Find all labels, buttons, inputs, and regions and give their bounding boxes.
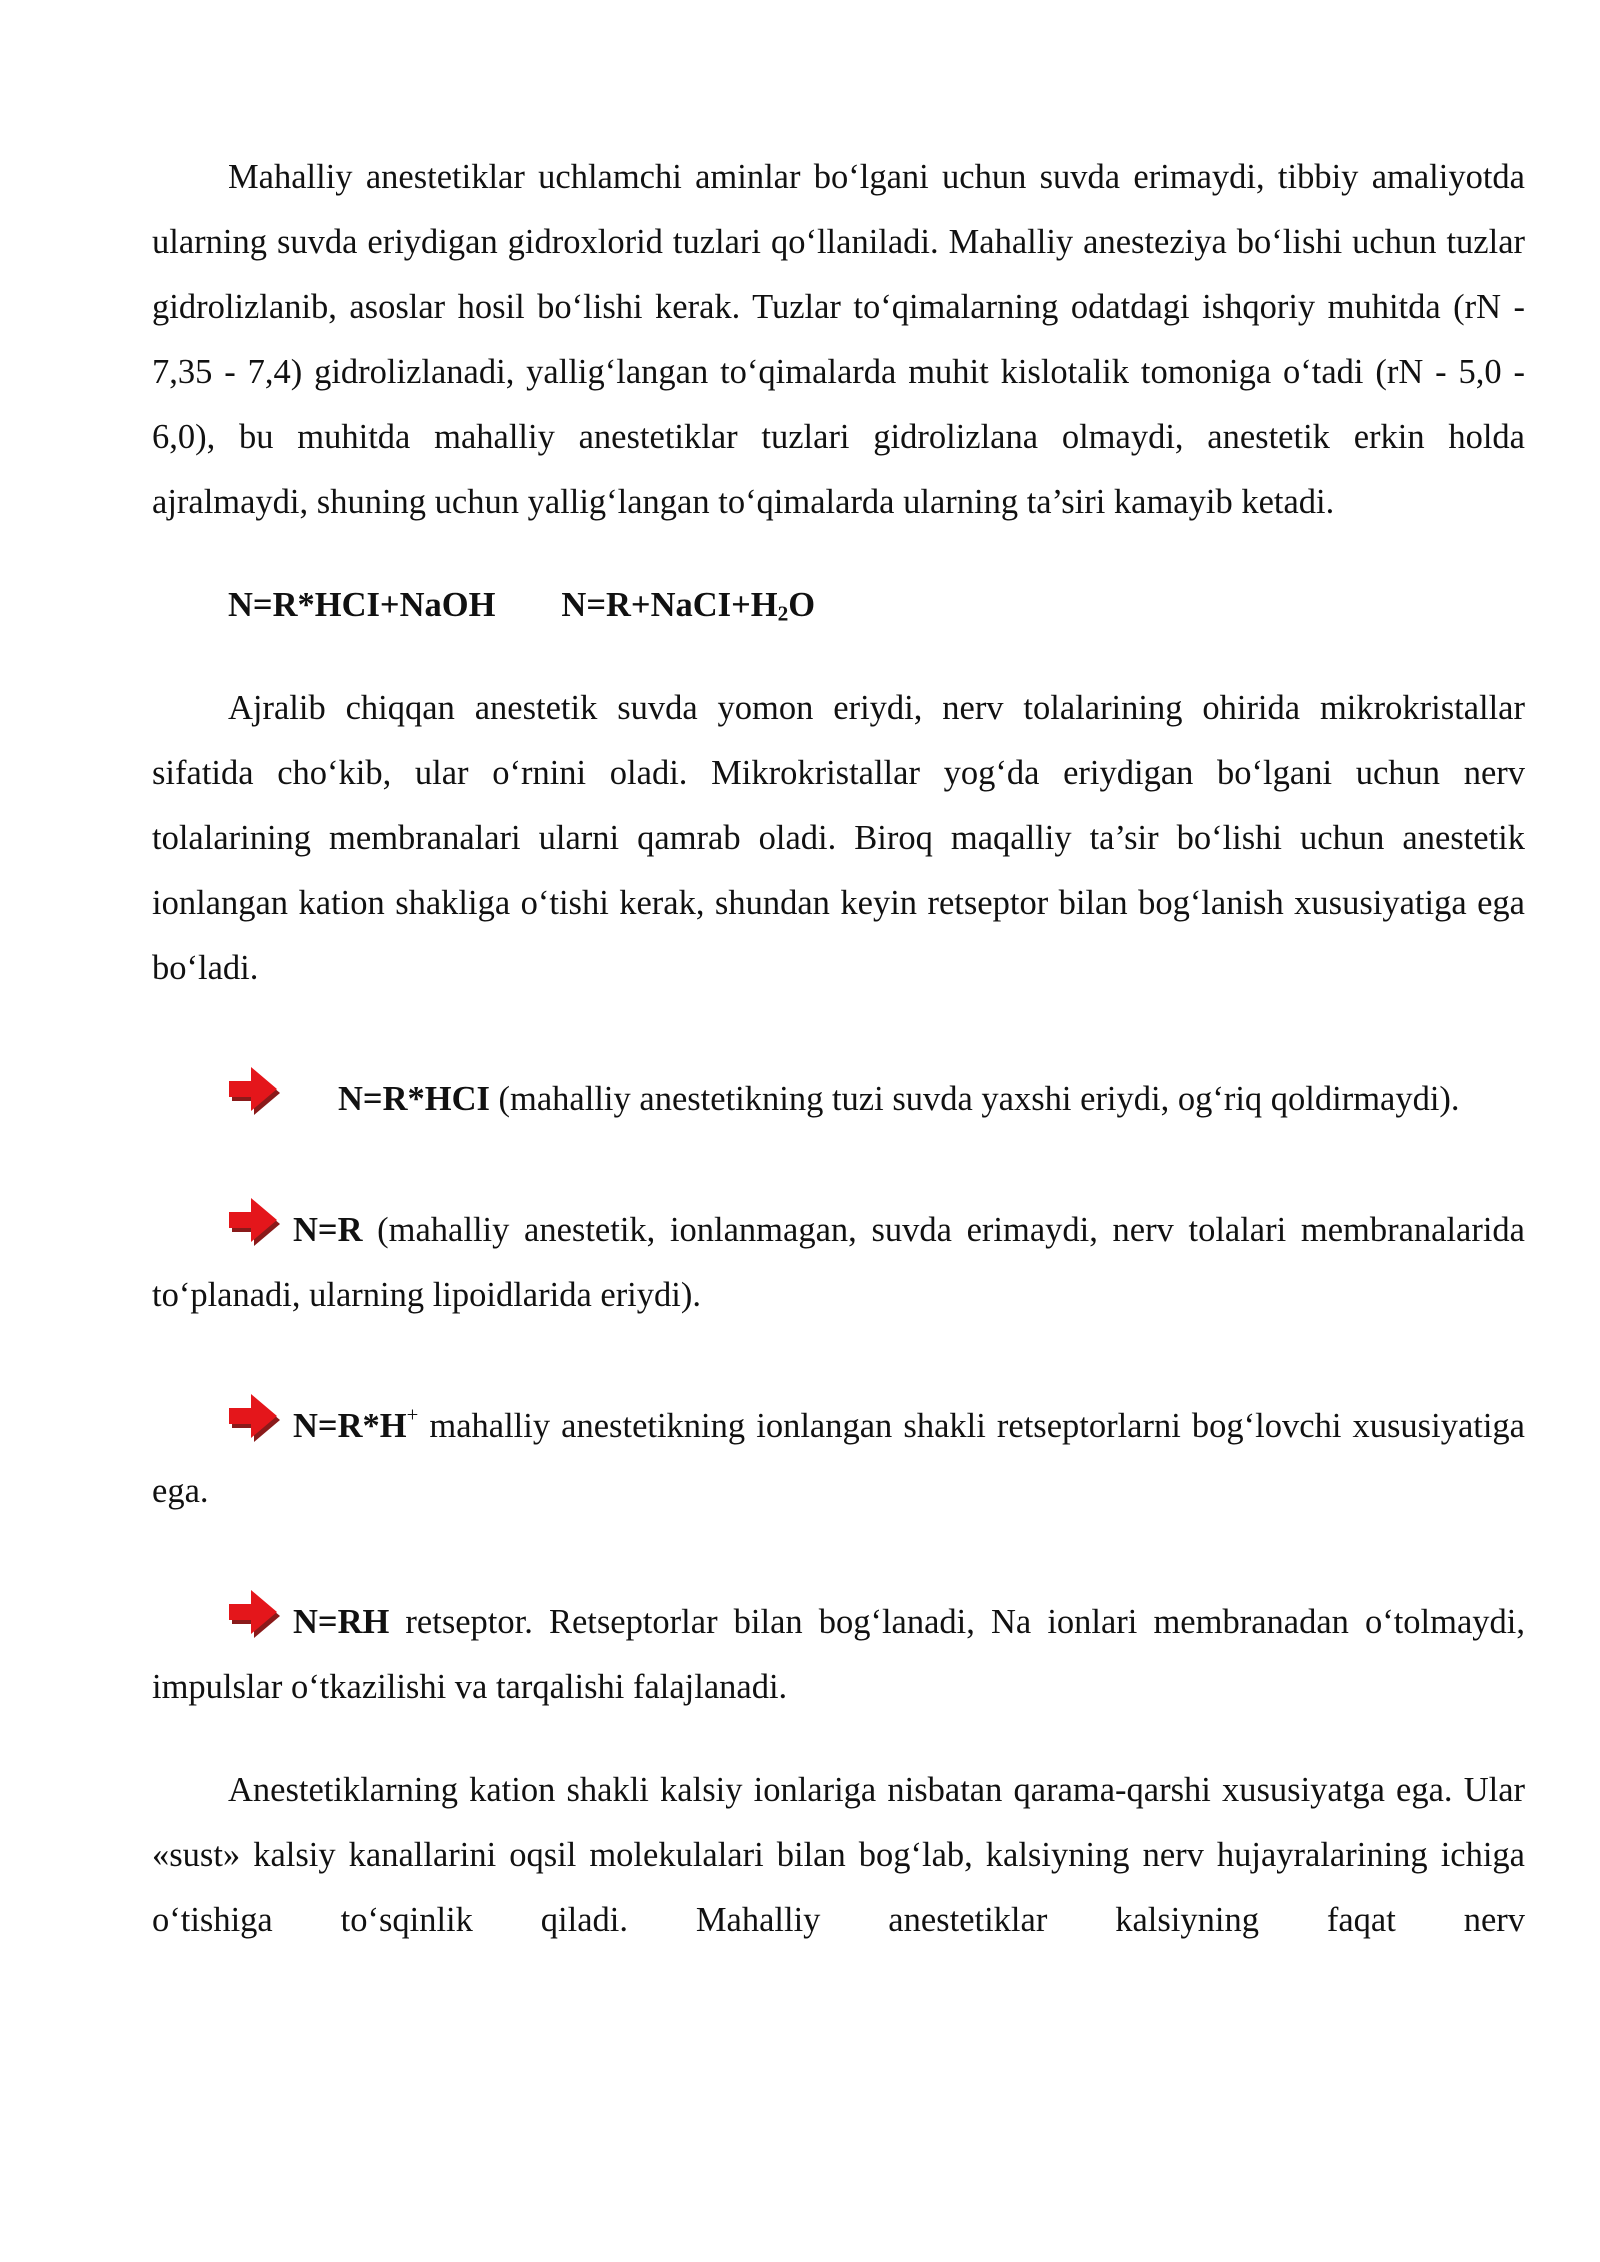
bullet-text: (mahalliy anestetik, ionlanmagan, suvda erimaydi, nerv tolalari membranalarida to‘planadi, ularning lipoidlarida eriydi).	[152, 1211, 1525, 1314]
paragraph-1: Mahalliy anestetiklar uchlamchi aminlar bo‘lgani uchun suvda erimaydi, tibbiy amaliyotda ularning suvda eriydigan gidroxlorid tuzlari qo‘llaniladi. Mahalliy anesteziya bo‘lishi uchun tuzlar gidrolizlanib, asoslar hosil bo‘lishi kerak. Tuzlar to‘qimalarning odatdagi ishqoriy muhitda (rN - 7,35 - 7,4) gidrolizlanadi, yallig‘langan to‘qimalarda muhit kislotalik tomoniga o‘tadi (rN - 5,0 - 6,0), bu muhitda mahalliy anestetiklar tuzlari gidrolizlana olmaydi, anestetik erkin holda ajralmaydi, shuning uchun yallig‘langan to‘qimalarda ularning ta’siri kamayib ketadi.	[152, 158, 1525, 521]
paragraph-2: Ajralib chiqqan anestetik suvda yomon eriydi, nerv tolalarining ohirida mikrokristallar sifatida cho‘kib, ular o‘rnini oladi. Mikrokristallar yog‘da eriydigan bo‘lgani uchun nerv tolalarining membranalari ularni qamrab oladi. Biroq maqalliy ta’sir bo‘lishi uchun anestetik ionlangan kation shakliga o‘tishi kerak, shundan keyin retseptor bilan bog‘lanish xususiyatiga ega bo‘ladi.	[152, 689, 1525, 987]
red-arrow-icon	[228, 1586, 284, 1642]
bullet-item-4	[152, 1590, 1525, 1720]
document-page	[152, 145, 1525, 1953]
bullet-item-2	[152, 1198, 1525, 1328]
formula-left: N=R*HCI+NaOH	[228, 586, 496, 624]
bullet-term: N=RH	[293, 1603, 390, 1641]
bullet-text: retseptor. Retseptorlar bilan bog‘lanadi, Na ionlari membranadan o‘tolmaydi, impulslar o‘tkazilishi va tarqalishi falajlanadi.	[152, 1603, 1525, 1706]
bullet-item-3: N=R*H+ mahalliy anestetikning ionlangan shakli retseptorlarni bog‘lovchi xususiyatiga ega.	[152, 1394, 1525, 1524]
paragraph-3: Anestetiklarning kation shakli kalsiy ionlariga nisbatan qarama-qarshi xususiyatga ega. Ular «sust» kalsiy kanallarini oqsil molekulalari bilan bog‘lab, kalsiyning nerv hujayralarining ichiga o‘tishiga to‘sqinlik qiladi. Mahalliy anestetiklar kalsiyning faqat nerv	[152, 1771, 1525, 1939]
bullet-term: N=R*H	[293, 1407, 407, 1445]
bullet-text: (mahalliy anestetikning tuzi suvda yaxshi eriydi, og‘riq qoldirmaydi).	[489, 1080, 1460, 1118]
formula-right: $N=R+NaCI+H_2O$	[561, 586, 816, 626]
bullet-text: mahalliy anestetikning ionlangan shakli retseptorlarni bog‘lovchi xususiyatiga ega.	[152, 1407, 1525, 1510]
bullet-term: N=R*HCI	[338, 1080, 490, 1118]
red-arrow-icon	[228, 1194, 284, 1250]
chemical-formula	[152, 573, 1525, 638]
red-arrow-icon	[228, 1063, 284, 1119]
bullet-item-1	[152, 1067, 1525, 1132]
bullet-term: N=R	[293, 1211, 363, 1249]
red-arrow-icon	[228, 1390, 284, 1446]
